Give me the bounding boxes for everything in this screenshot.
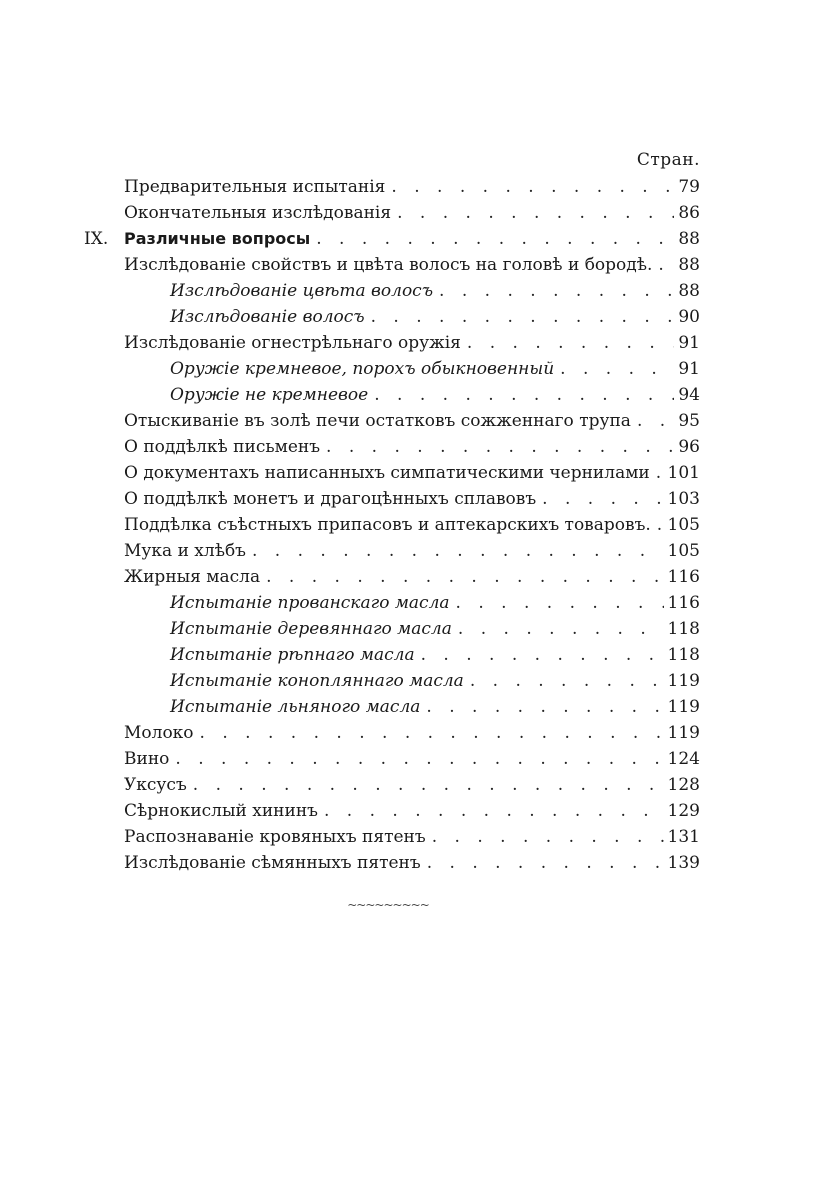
toc-entry-title: Изслѣдованіе свойствъ и цвѣта волосъ на головѣ и бородѣ. (124, 255, 653, 275)
toc-entry-page: 96 (678, 437, 700, 457)
dot-leader (320, 434, 674, 460)
toc-entry-title: Распознаваніе кровяныхъ пятенъ (124, 827, 426, 847)
dot-leader (650, 460, 664, 486)
toc-entry-title: О документахъ написанныхъ симпатическими чернилами (124, 463, 650, 483)
toc-entry-page: 118 (667, 645, 700, 665)
toc-entry-title: Изслѣдованіе волосъ (170, 307, 365, 327)
toc-subentry (170, 694, 700, 720)
toc-entry-title: Отыскиваніе въ золѣ печи остатковъ сожженнаго трупа (124, 411, 631, 431)
toc-entry-title: Испытаніе деревяннаго масла (170, 619, 452, 639)
dot-leader (246, 538, 664, 564)
chapter-number: IX. (84, 229, 109, 249)
dot-leader (415, 642, 664, 668)
dot-leader (631, 408, 674, 434)
toc-entry (124, 746, 700, 772)
toc-entry-title: Вино (124, 749, 170, 769)
toc-entry-page: 94 (678, 385, 700, 405)
dot-leader (368, 382, 674, 408)
toc-entry (124, 824, 700, 850)
toc-entry-page: 118 (667, 619, 700, 639)
toc-entry (124, 772, 700, 798)
decorative-divider: ~~~~~~~~~ (347, 898, 429, 912)
page-column-header: Стран. (636, 150, 700, 170)
toc-entry-page: 103 (667, 489, 700, 509)
dot-leader (461, 330, 674, 356)
toc-subentry (170, 590, 700, 616)
toc-entry-title: Различные вопросы (124, 229, 311, 248)
toc-entry-page: 101 (667, 463, 700, 483)
dot-leader (452, 616, 664, 642)
toc-entry-page: 139 (667, 853, 700, 873)
dot-leader (391, 200, 674, 226)
toc-subentry (170, 642, 700, 668)
toc-entry-title: Сѣрнокислый хининъ (124, 801, 318, 821)
toc-entry-title: Испытаніе рѣпнаго масла (170, 645, 415, 665)
dot-leader (426, 824, 664, 850)
toc-entry (124, 564, 700, 590)
dot-leader (652, 252, 674, 278)
toc-subentry (170, 304, 700, 330)
toc-subentry (170, 616, 700, 642)
toc-entry-page: 128 (667, 775, 700, 795)
dot-leader (651, 512, 664, 538)
toc-entry (124, 174, 700, 200)
toc-entry-page: 88 (678, 281, 700, 301)
toc-entry-title: Испытаніе прованскаго масла (170, 593, 450, 613)
dot-leader (433, 278, 674, 304)
toc-entry-page: 119 (667, 697, 700, 717)
dot-leader (421, 850, 664, 876)
toc-entry (124, 252, 700, 278)
toc-entry-page: 90 (678, 307, 700, 327)
toc-entry-page: 129 (667, 801, 700, 821)
toc-entry-page: 91 (678, 333, 700, 353)
toc-entry-title: Испытаніе льняного масла (170, 697, 421, 717)
toc-entry-page: 105 (667, 541, 700, 561)
dot-leader (318, 798, 664, 824)
toc-subentry (170, 356, 700, 382)
toc-entry (124, 434, 700, 460)
toc-entry-page: 124 (667, 749, 700, 769)
dot-leader (385, 174, 674, 200)
toc-entry-page: 116 (667, 593, 700, 613)
toc-entry (124, 720, 700, 746)
toc-entry-page: 116 (667, 567, 700, 587)
toc-entry-title: Предварительныя испытанія (124, 177, 386, 197)
toc-entry-title: Испытаніе конопляннаго масла (170, 671, 464, 691)
toc-entry-page: 119 (667, 723, 700, 743)
toc-entry (124, 798, 700, 824)
toc-entry-title: О поддѣлкѣ письменъ (124, 437, 321, 457)
dot-leader (187, 772, 664, 798)
dot-leader (536, 486, 663, 512)
dot-leader (464, 668, 664, 694)
toc-entry-title: Уксусъ (124, 775, 187, 795)
toc-entry-title: Оружіе кремневое, порохъ обыкновенный (170, 359, 555, 379)
dot-leader (310, 226, 674, 252)
toc-entry-page: 105 (667, 515, 700, 535)
toc-entry-title: Мука и хлѣбъ (124, 541, 246, 561)
toc-entry-page: 79 (678, 177, 700, 197)
toc-entry-title: Поддѣлка съѣстныхъ припасовъ и аптекарскихъ товаровъ. (124, 515, 651, 535)
toc-entry-page: 86 (678, 203, 700, 223)
toc-entry-title: Изслѣдованіе сѣмянныхъ пятенъ (124, 853, 421, 873)
toc-entry-title: Молоко (124, 723, 194, 743)
toc-entry-page: 88 (678, 255, 700, 275)
toc-entry-title: Изслѣдованіе огнестрѣльнаго оружія (124, 333, 461, 353)
dot-leader (450, 590, 664, 616)
dot-leader (169, 746, 663, 772)
toc-entry-title: О поддѣлкѣ монетъ и драгоцѣнныхъ сплавовъ (124, 489, 537, 509)
toc-subentry (170, 382, 700, 408)
toc-entry (124, 330, 700, 356)
toc-entry (124, 408, 700, 434)
toc-entry (124, 850, 700, 876)
toc-entry-page: 91 (678, 359, 700, 379)
dot-leader (554, 356, 674, 382)
toc-subentry (170, 278, 700, 304)
toc-entry-page: 131 (667, 827, 700, 847)
toc-entry-page: 95 (678, 411, 700, 431)
toc-entry-title: Окончательныя изслѣдованія (124, 203, 392, 223)
dot-leader (420, 694, 663, 720)
dot-leader (194, 720, 664, 746)
dot-leader (365, 304, 675, 330)
toc-entry-page: 88 (678, 229, 700, 249)
toc-subentry (170, 668, 700, 694)
toc-entry (124, 512, 700, 538)
toc-entry-page: 119 (667, 671, 700, 691)
toc-entry (124, 538, 700, 564)
dot-leader (260, 564, 663, 590)
toc-entry (124, 460, 700, 486)
toc-entry-title: Оружіе не кремневое (170, 385, 369, 405)
toc-entry-title: Изслѣдованіе цвѣта волосъ (170, 281, 434, 301)
toc-entry (124, 486, 700, 512)
toc-entry-title: Жирныя масла (124, 567, 261, 587)
toc-entry (124, 200, 700, 226)
toc-chapter-entry (84, 226, 700, 252)
